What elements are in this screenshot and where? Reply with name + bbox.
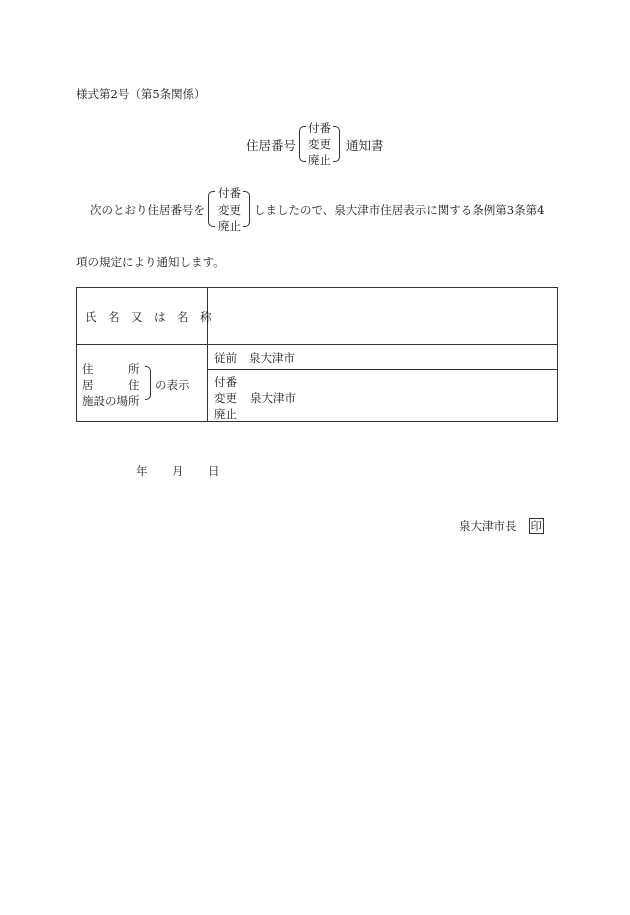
- date-month: 月: [172, 464, 184, 478]
- title-prefix: 住居番号: [246, 138, 297, 153]
- body-option-3: 廃止: [218, 219, 241, 233]
- name-value: [215, 309, 549, 325]
- after-city: 泉大津市: [250, 391, 296, 405]
- title-option-2: 変更: [308, 137, 331, 151]
- body-line-2: 項の規定により通知します。: [76, 255, 225, 269]
- title-suffix: 通知書: [346, 138, 384, 153]
- after-option-2: 変更: [214, 391, 237, 405]
- body-continuation: しましたので、泉大津市住居表示に関する条例第3条第4: [254, 203, 545, 217]
- address-suffix: の表示: [155, 378, 190, 392]
- before-city: 泉大津市: [249, 351, 295, 365]
- name-label: 氏 名 又 は 名 称: [85, 310, 212, 324]
- address-label-2: 居 住: [82, 378, 140, 392]
- title-option-3: 廃止: [308, 153, 331, 167]
- body-option-1: 付番: [218, 186, 241, 200]
- form-number: 様式第2号（第5条関係）: [76, 87, 206, 101]
- body-bracket-left: [208, 191, 215, 227]
- body-bracket-right: [243, 191, 250, 227]
- body-option-2: 変更: [218, 203, 241, 217]
- title-bracket-left: [299, 126, 306, 162]
- address-label-3: 施設の場所: [82, 394, 140, 408]
- before-prefix: 従前: [214, 351, 237, 365]
- after-option-1: 付番: [214, 375, 237, 389]
- notification-table: [76, 287, 558, 422]
- title-bracket-right: [333, 126, 340, 162]
- signature: [459, 518, 544, 534]
- before-row: [214, 350, 295, 366]
- after-option-3: 廃止: [214, 407, 237, 421]
- body-intro: 次のとおり住居番号を: [90, 203, 205, 217]
- address-bracket: [145, 366, 151, 400]
- title-option-1: 付番: [308, 121, 331, 135]
- signature-title: 泉大津市長: [459, 519, 517, 533]
- date-day: 日: [208, 464, 220, 478]
- address-label-1: 住 所: [82, 362, 140, 376]
- date-year: 年: [136, 464, 148, 478]
- seal-stamp: 印: [530, 519, 542, 533]
